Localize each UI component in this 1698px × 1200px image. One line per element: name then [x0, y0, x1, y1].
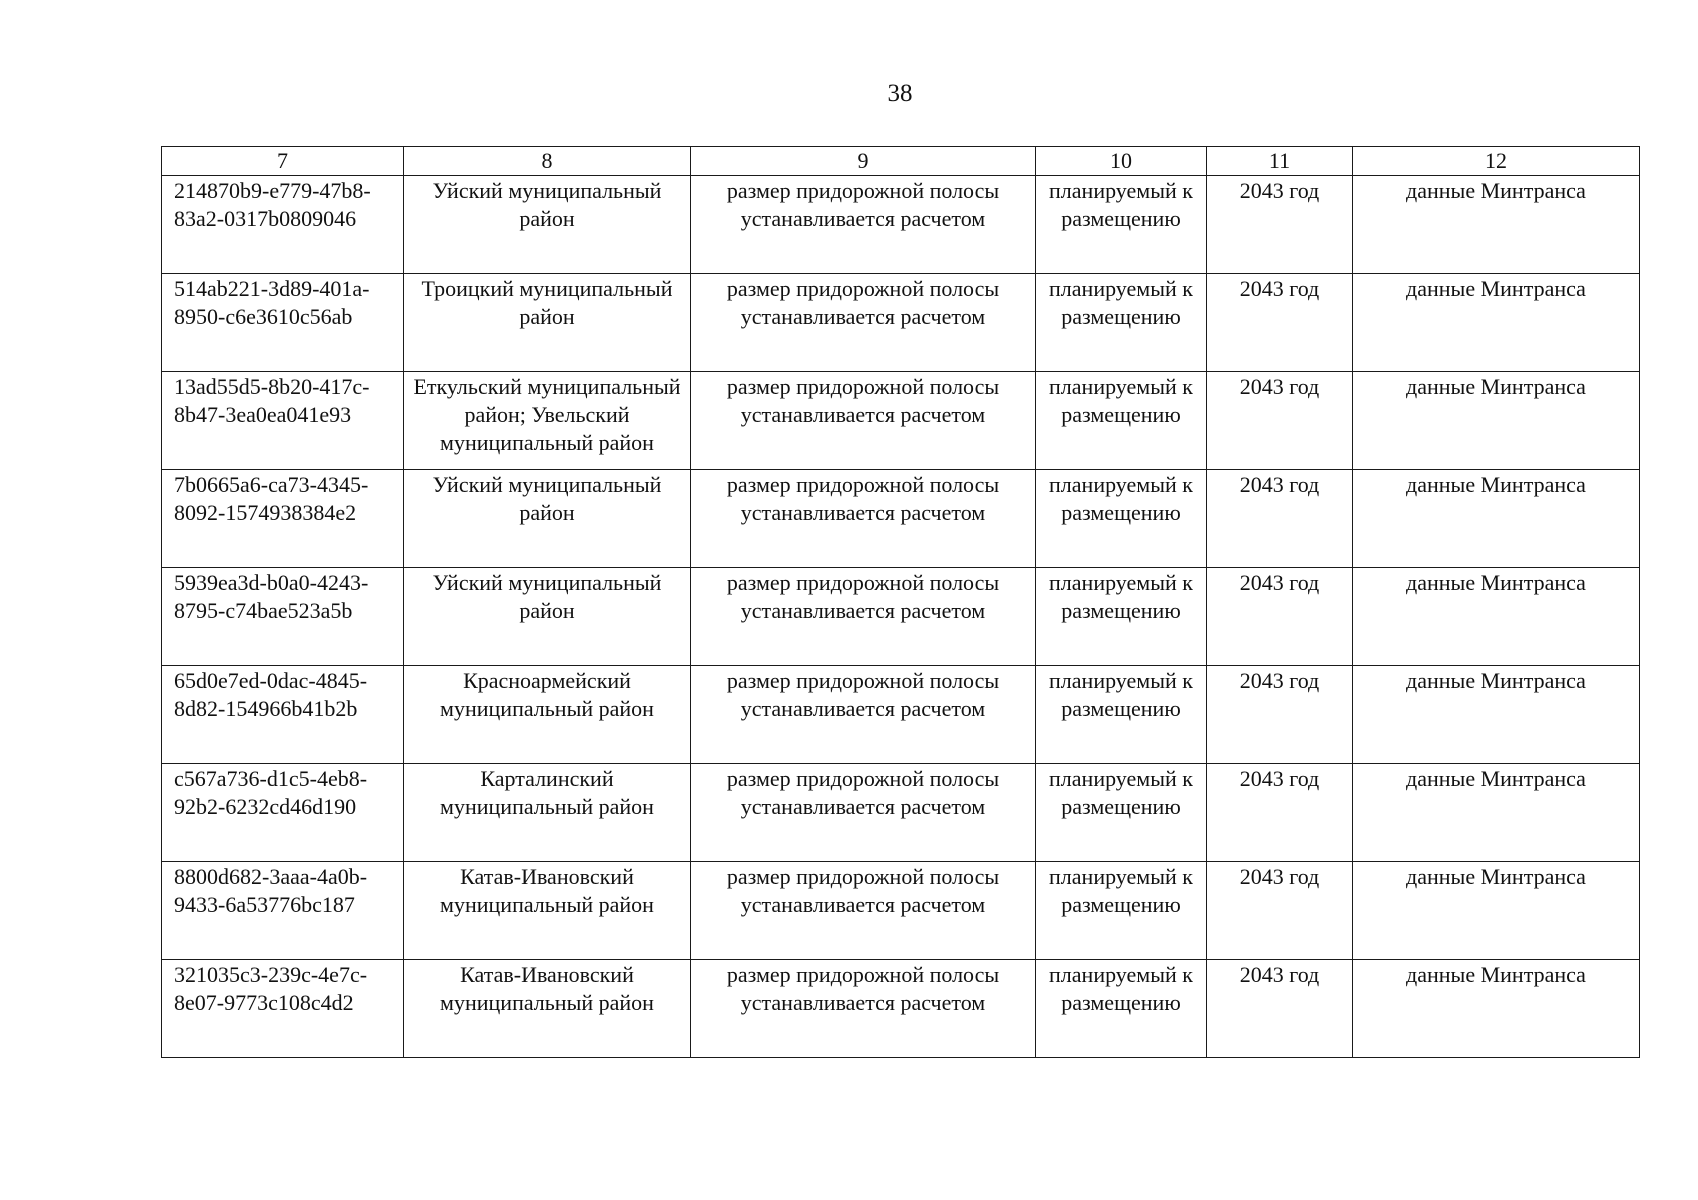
roadside-strip-size-cell: размер придорожной полосы устанавливается расчетом [691, 568, 1036, 666]
status-cell: планируемый к размещению [1036, 960, 1207, 1058]
status-cell: планируемый к размещению [1036, 372, 1207, 470]
status-cell: планируемый к размещению [1036, 274, 1207, 372]
district-cell: Красноармейский муниципальный район [404, 666, 691, 764]
roadside-strip-size-cell: размер придорожной полосы устанавливается расчетом [691, 470, 1036, 568]
district-cell: Уйский муниципальный район [404, 568, 691, 666]
district-cell: Уйский муниципальный район [404, 470, 691, 568]
year-cell: 2043 год [1207, 274, 1353, 372]
status-cell: планируемый к размещению [1036, 764, 1207, 862]
object-id-cell: 65d0e7ed-0dac-4845-8d82-154966b41b2b [162, 666, 404, 764]
registry-table [161, 146, 1640, 1058]
source-cell: данные Минтранса [1353, 372, 1640, 470]
roadside-strip-size-cell: размер придорожной полосы устанавливается расчетом [691, 372, 1036, 470]
source-cell: данные Минтранса [1353, 764, 1640, 862]
year-cell: 2043 год [1207, 862, 1353, 960]
source-cell: данные Минтранса [1353, 274, 1640, 372]
object-id-cell: 321035c3-239c-4e7c-8e07-9773c108c4d2 [162, 960, 404, 1058]
table-row [162, 274, 1640, 372]
year-cell: 2043 год [1207, 176, 1353, 274]
column-header: 12 [1353, 147, 1640, 176]
table-row [162, 568, 1640, 666]
roadside-strip-size-cell: размер придорожной полосы устанавливается расчетом [691, 764, 1036, 862]
roadside-strip-size-cell: размер придорожной полосы устанавливается расчетом [691, 960, 1036, 1058]
source-cell: данные Минтранса [1353, 666, 1640, 764]
table-row [162, 470, 1640, 568]
year-cell: 2043 год [1207, 960, 1353, 1058]
district-cell: Катав-Ивановский муниципальный район [404, 960, 691, 1058]
roadside-strip-size-cell: размер придорожной полосы устанавливается расчетом [691, 862, 1036, 960]
district-cell: Еткульский муниципальный район; Увельский муниципальный район [404, 372, 691, 470]
status-cell: планируемый к размещению [1036, 862, 1207, 960]
object-id-cell: 514ab221-3d89-401a-8950-c6e3610c56ab [162, 274, 404, 372]
source-cell: данные Минтранса [1353, 960, 1640, 1058]
year-cell: 2043 год [1207, 470, 1353, 568]
column-number-row [162, 147, 1640, 176]
year-cell: 2043 год [1207, 372, 1353, 470]
district-cell: Уйский муниципальный район [404, 176, 691, 274]
year-cell: 2043 год [1207, 764, 1353, 862]
roadside-strip-size-cell: размер придорожной полосы устанавливается расчетом [691, 176, 1036, 274]
object-id-cell: 7b0665a6-ca73-4345-8092-1574938384e2 [162, 470, 404, 568]
table-row [162, 666, 1640, 764]
status-cell: планируемый к размещению [1036, 470, 1207, 568]
source-cell: данные Минтранса [1353, 568, 1640, 666]
page-number: 38 [887, 80, 913, 107]
district-cell: Троицкий муниципальный район [404, 274, 691, 372]
table-row [162, 176, 1640, 274]
year-cell: 2043 год [1207, 666, 1353, 764]
district-cell: Катав-Ивановский муниципальный район [404, 862, 691, 960]
status-cell: планируемый к размещению [1036, 176, 1207, 274]
column-header: 7 [162, 147, 404, 176]
table-row [162, 764, 1640, 862]
column-header: 8 [404, 147, 691, 176]
column-header: 11 [1207, 147, 1353, 176]
year-cell: 2043 год [1207, 568, 1353, 666]
column-header: 9 [691, 147, 1036, 176]
roadside-strip-size-cell: размер придорожной полосы устанавливается расчетом [691, 666, 1036, 764]
roadside-strip-size-cell: размер придорожной полосы устанавливается расчетом [691, 274, 1036, 372]
source-cell: данные Минтранса [1353, 176, 1640, 274]
object-id-cell: c567a736-d1c5-4eb8-92b2-6232cd46d190 [162, 764, 404, 862]
object-id-cell: 5939ea3d-b0a0-4243-8795-c74bae523a5b [162, 568, 404, 666]
object-id-cell: 8800d682-3aaa-4a0b-9433-6a53776bc187 [162, 862, 404, 960]
object-id-cell: 13ad55d5-8b20-417c-8b47-3ea0ea041e93 [162, 372, 404, 470]
status-cell: планируемый к размещению [1036, 666, 1207, 764]
table-row [162, 862, 1640, 960]
source-cell: данные Минтранса [1353, 470, 1640, 568]
table-row [162, 960, 1640, 1058]
column-header: 10 [1036, 147, 1207, 176]
district-cell: Карталинский муниципальный район [404, 764, 691, 862]
table-row [162, 372, 1640, 470]
status-cell: планируемый к размещению [1036, 568, 1207, 666]
object-id-cell: 214870b9-e779-47b8-83a2-0317b0809046 [162, 176, 404, 274]
source-cell: данные Минтранса [1353, 862, 1640, 960]
